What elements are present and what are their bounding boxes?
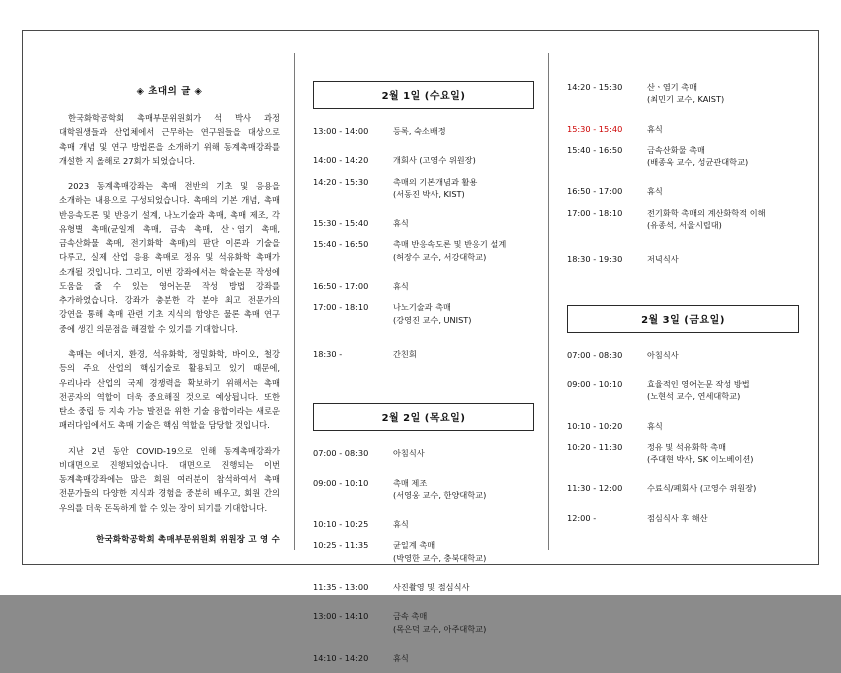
- row-desc: [647, 253, 799, 274]
- table-row: [567, 207, 799, 254]
- row-time: 15:40 - 16:50: [567, 144, 623, 155]
- row-desc: [647, 185, 799, 206]
- row-title: 휴식: [647, 420, 663, 431]
- schedule-body-day3: [567, 349, 799, 533]
- row-speaker: (목은덕 교수, 아주대학교): [393, 623, 487, 634]
- table-row: [567, 482, 799, 511]
- schedule-table-day2-continued: [567, 81, 799, 275]
- row-title: 정유 및 석유화학 촉매: [647, 441, 726, 452]
- row-desc: [393, 238, 534, 280]
- row-desc: [647, 81, 799, 123]
- row-title: 저녁식사: [647, 254, 679, 265]
- row-time: 09:00 - 10:10: [313, 477, 369, 488]
- row-time: 17:00 - 18:10: [567, 207, 623, 218]
- row-time: 15:40 - 16:50: [313, 239, 369, 250]
- schedule-body-day1: [313, 125, 534, 369]
- row-speaker: (서동진 박사, KIST): [393, 188, 465, 199]
- row-desc: [647, 378, 799, 420]
- day-header-feb-3: 2월 3일 (금요일): [567, 305, 799, 333]
- table-row: [313, 539, 534, 581]
- row-speaker: (유종석, 서울시립대): [647, 220, 722, 231]
- row-desc: [647, 123, 799, 144]
- row-time: 14:00 - 14:20: [313, 155, 369, 166]
- table-row: [567, 441, 799, 483]
- row-desc: [647, 144, 799, 186]
- table-row: [313, 238, 534, 280]
- row-title: 아침식사: [647, 349, 679, 360]
- invitation-paragraph-3: 촉매는 에너지, 환경, 석유화학, 정밀화학, 바이오, 철강 등의 주요 산업의 핵심기술로 활용되고 있기 때문에, 우리나라 산업의 국제 경쟁력을 확보하기 위해서는 촉매 전공자의 역할이 더욱 중요해질 것으로 예상됩니다. 또한 탄소 중립 등 지속 가능 발전을 위한 기술 융합이라는 새로운 패러다임에서도 촉매 기술은 핵심 역할을 담당할 것입니다.: [59, 348, 280, 431]
- row-title: 촉매 제조: [393, 477, 428, 488]
- row-speaker: (배종욱 교수, 성균관대학교): [647, 157, 749, 168]
- row-title: 산ㆍ염기 촉매: [647, 82, 698, 92]
- row-time: 18:30 - 19:30: [567, 254, 623, 265]
- row-time: 10:25 - 11:35: [313, 540, 369, 551]
- table-row: [313, 176, 534, 218]
- row-time: 14:20 - 15:30: [567, 82, 623, 92]
- table-row: [567, 512, 799, 533]
- table-row: [313, 477, 534, 519]
- row-speaker: (노현석 교수, 연세대학교): [647, 391, 741, 402]
- table-row: [313, 610, 534, 652]
- row-speaker: (허장수 교수, 서강대학교): [393, 251, 487, 262]
- schedule-body-day2-continued: [567, 81, 799, 275]
- row-time: 16:50 - 17:00: [567, 186, 623, 197]
- row-desc: [647, 207, 799, 254]
- column-schedule-day1-day2: [295, 53, 549, 663]
- column-schedule-day2-cont-day3: [549, 53, 799, 550]
- invitation-paragraph-1: 한국화학공학회 촉매부문위원회가 석 박사 과정 대학원생들과 산업체에서 근무하는 연구원들을 대상으로 촉매 개념 및 연구 방법론을 소개하기 위해 동계촉매강좌를 개설한 지 올해로 27회가 되었습니다.: [59, 113, 280, 166]
- table-row: [567, 144, 799, 186]
- row-title: 금속산화물 촉매: [647, 144, 705, 155]
- row-title: 금속 촉매: [393, 611, 428, 622]
- invitation-paragraph-4: 지난 2년 동안 COVID-19으로 인해 동계촉매강좌가 비대면으로 진행되었습니다. 대면으로 진행되는 이번 동계촉매강좌에는 많은 회원 여러분이 참석하여서 촉매 전문가들의 다양한 지식과 경험을 중분히 배우고, 회원 간의 우의를 더욱 돈독하게 할 수 있는 장이 되기를 기대합니다.: [59, 445, 280, 513]
- row-desc: [393, 280, 534, 301]
- row-title: 효율적인 영어논문 작성 방법: [647, 378, 750, 389]
- row-time: 07:00 - 08:30: [567, 349, 623, 360]
- row-time: 09:00 - 10:10: [567, 378, 623, 389]
- table-row: [313, 217, 534, 238]
- row-time: 17:00 - 18:10: [313, 302, 369, 313]
- table-row: [313, 581, 534, 610]
- table-row: [567, 378, 799, 420]
- row-title: 휴식: [647, 186, 663, 197]
- row-time: 18:30 -: [313, 348, 343, 359]
- day-header-feb-2: 2월 2일 (목요일): [313, 403, 534, 431]
- row-desc: [393, 301, 534, 348]
- row-desc: [393, 610, 534, 652]
- row-time: 12:00 -: [567, 512, 597, 523]
- table-row: [567, 123, 799, 144]
- row-time: 10:10 - 10:20: [567, 420, 623, 431]
- document-sheet: [22, 30, 819, 663]
- row-time: 13:00 - 14:10: [313, 611, 369, 622]
- row-desc: [393, 125, 534, 154]
- schedule-table-day1: [313, 125, 534, 369]
- table-row: [567, 185, 799, 206]
- table-row: [567, 349, 799, 378]
- row-desc: [393, 447, 534, 476]
- row-title: 휴식: [647, 123, 663, 134]
- row-title: 휴식: [393, 519, 409, 530]
- table-row: [313, 301, 534, 348]
- invitation-signature: 한국화학공학회 촉매부문위원회 위원장 고 영 수: [96, 533, 280, 544]
- row-desc: [393, 652, 534, 673]
- table-row: [313, 280, 534, 301]
- row-time: 15:30 - 15:40: [567, 123, 623, 134]
- row-desc: [393, 217, 534, 238]
- row-desc: [647, 512, 799, 533]
- row-time: 10:20 - 11:30: [567, 441, 623, 452]
- row-desc: [647, 349, 799, 378]
- column-invitation: [59, 53, 295, 550]
- three-column-layout: [59, 53, 800, 663]
- row-time: 13:00 - 14:00: [313, 126, 369, 136]
- row-title: 균일계 촉매: [393, 540, 436, 551]
- row-title: 나노기술과 촉매: [393, 302, 451, 313]
- table-row: [313, 125, 534, 154]
- invitation-title: ◈ 초대의 글 ◈: [136, 86, 203, 97]
- table-row: [313, 518, 534, 539]
- row-time: 15:30 - 15:40: [313, 218, 369, 229]
- row-speaker: (강영진 교수, UNIST): [393, 314, 472, 325]
- row-title: 사진촬영 및 점심식사: [393, 582, 470, 593]
- table-row: [567, 420, 799, 441]
- row-time: 14:10 - 14:20: [313, 652, 369, 663]
- row-desc: [393, 518, 534, 539]
- table-row: [567, 253, 799, 274]
- row-time: 14:20 - 15:30: [313, 176, 369, 187]
- row-desc: [647, 420, 799, 441]
- table-row: [313, 154, 534, 175]
- row-title: 아침식사: [393, 448, 425, 459]
- table-row: [313, 652, 534, 673]
- row-desc: [393, 477, 534, 519]
- day-header-feb-1: 2월 1일 (수요일): [313, 81, 534, 109]
- row-title: 휴식: [393, 218, 409, 229]
- row-desc: [393, 176, 534, 218]
- row-title: 수료식/폐회사 (고영수 위원장): [647, 483, 757, 494]
- schedule-table-day2: [313, 447, 534, 673]
- row-title: 전기화학 촉매의 계산화학적 이해: [647, 207, 766, 218]
- row-title: 촉매 반응속도론 및 반응기 설계: [393, 239, 507, 250]
- row-desc: [647, 482, 799, 511]
- invitation-paragraph-2: 2023 동계촉매강좌는 촉매 전반의 기초 및 응용을 소개하는 내용으로 구성되었습니다. 촉매의 기본 개념, 촉매 반응속도론 및 반응기 설계, 나노기술과 촉매, 촉매 제조, 각 유형별 촉매(균일계 촉매, 금속 촉매, 산ㆍ염기 촉매, 금속산화물 촉매, 전기화학 촉매)의 판단 이론과 기술을 다루고, 실제 산업 응용 촉매로 정유 및 석유화학 촉매가 소개될 것입니다. 그리고, 이번 강좌에서는 학술논문 작성에 도움을 줄 수 있는 영어논문 작성 방법 강좌를 추가하였습니다. 강좌가 충분한 각 분야 최고 전문가의 강연을 통해 촉매 관련 기초 지식의 함양은 물론 촉매 연구 중에 생긴 의문점을 해결할 수 있기를 기대합니다.: [59, 181, 280, 334]
- row-title: 개회사 (고영수 위원장): [393, 155, 476, 166]
- row-speaker: (주대현 박사, SK 이노베이션): [647, 454, 754, 465]
- row-desc: [393, 154, 534, 175]
- row-speaker: (최민기 교수, KAIST): [647, 94, 725, 105]
- row-title: 휴식: [393, 281, 409, 292]
- row-desc: [647, 441, 799, 483]
- table-row: [313, 348, 534, 369]
- row-title: 점심식사 후 해산: [647, 512, 708, 523]
- row-desc: [393, 539, 534, 581]
- row-time: 11:35 - 13:00: [313, 582, 369, 593]
- schedule-table-day3: [567, 349, 799, 533]
- table-row: [567, 81, 799, 123]
- table-row: [313, 447, 534, 476]
- row-time: 11:30 - 12:00: [567, 483, 623, 494]
- row-time: 07:00 - 08:30: [313, 448, 369, 459]
- row-title: 간친회: [393, 348, 417, 359]
- row-desc: [393, 581, 534, 610]
- row-title: 등록, 숙소배정: [393, 126, 446, 136]
- row-speaker: (박영한 교수, 충북대학교): [393, 552, 487, 563]
- row-time: 16:50 - 17:00: [313, 281, 369, 292]
- row-time: 10:10 - 10:25: [313, 519, 369, 530]
- row-title: 휴식: [393, 652, 409, 663]
- schedule-body-day2: [313, 447, 534, 673]
- row-speaker: (서영웅 교수, 한양대학교): [393, 489, 487, 500]
- row-desc: [393, 348, 534, 369]
- row-title: 촉매의 기본개념과 활용: [393, 176, 478, 187]
